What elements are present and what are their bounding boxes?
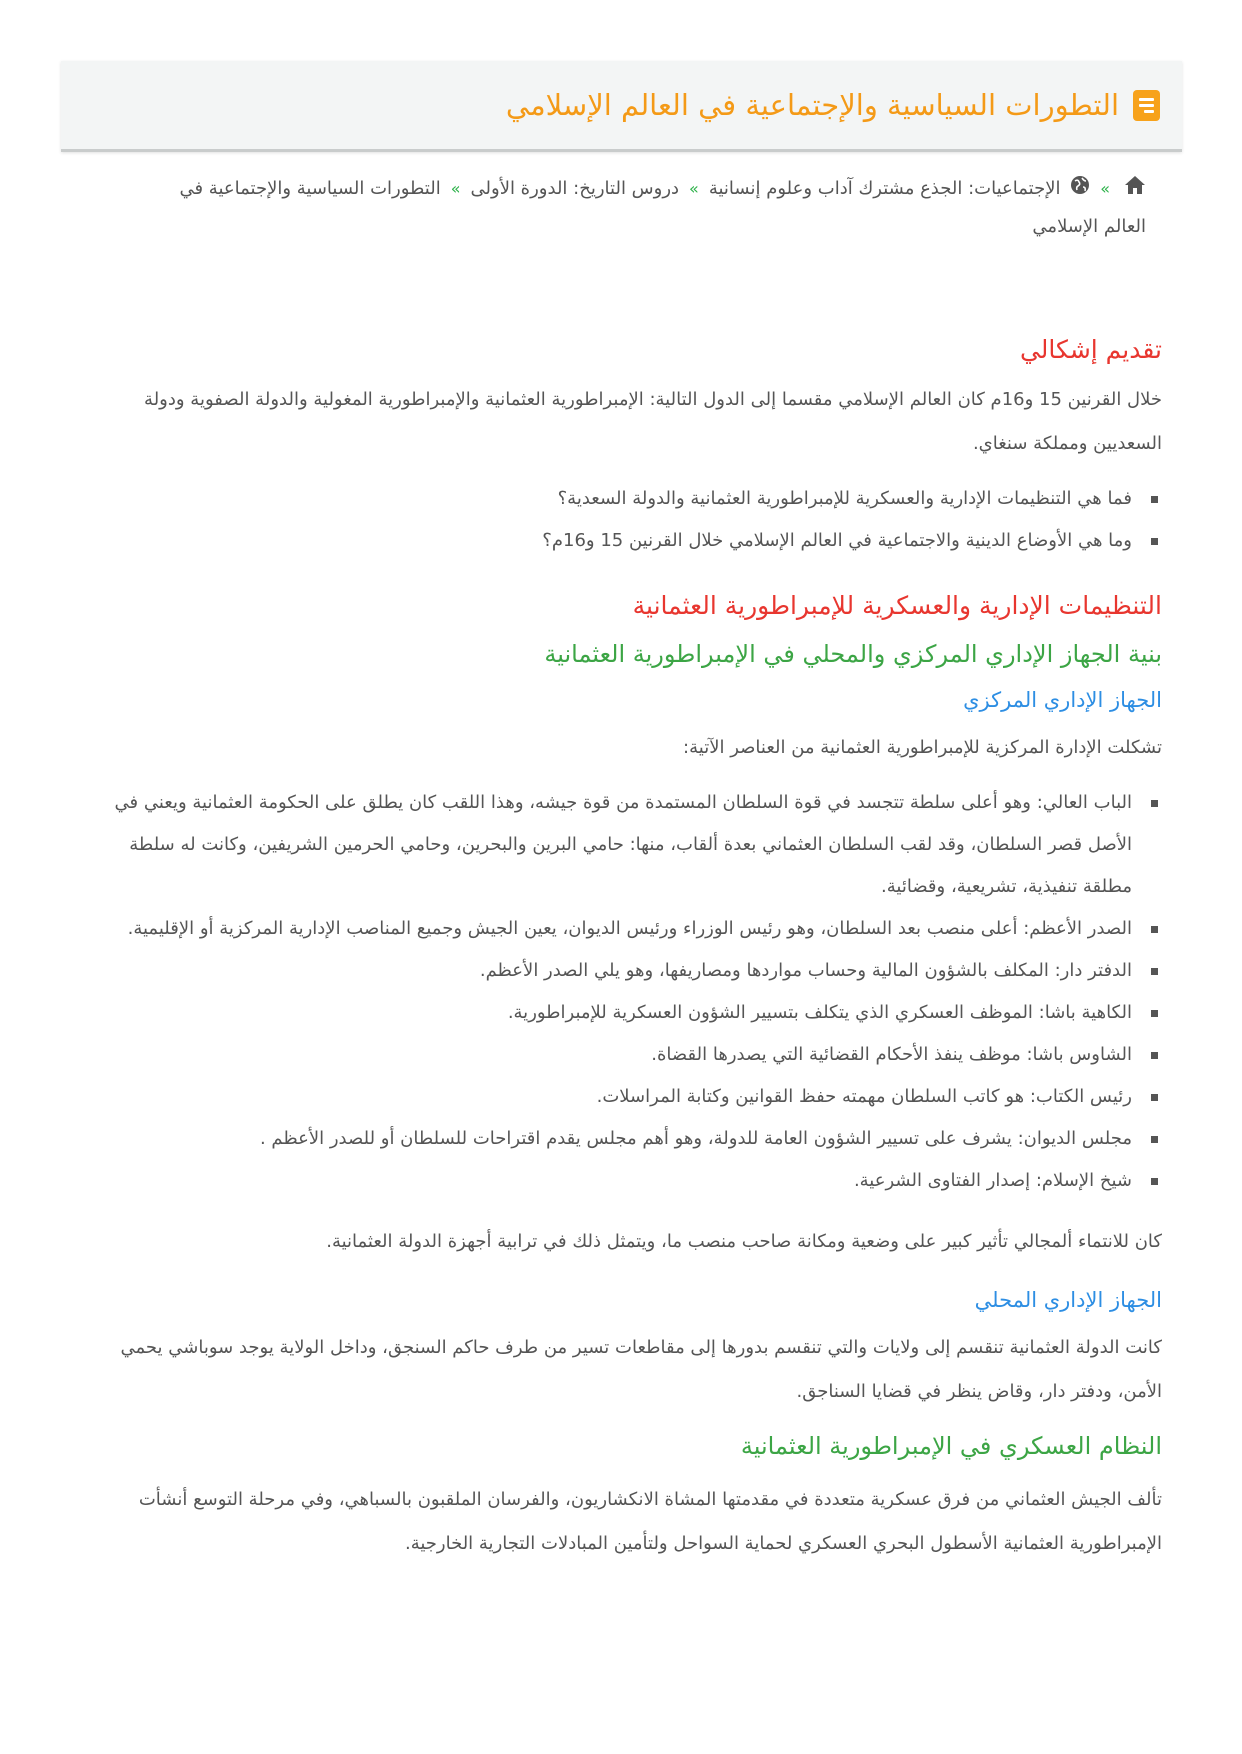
central-admin-heading: الجهاز الإداري المركزي [963,688,1162,712]
list-item: الباب العالي: وهو أعلى سلطة تتجسد في قوة السلطان المستمدة من قوة جيشه، وهذا اللقب كان يطلق على الحكومة العثمانية ويعني في الأصل قصر السلطان، وقد لقب السلطان العثماني بعدة ألقاب، منها: حامي البرين والبحرين، وحامي الحرمين الشريفين، وكانت له سلطة مطلقة تنفيذية، تشريعية، وقضائية. [77,782,1162,908]
section-heading-administrative-military: التنظيمات الإدارية والعسكرية للإمبراطورية العثمانية [632,591,1162,620]
breadcrumb-separator: » [1100,179,1110,198]
breadcrumb [146,170,1146,245]
page-title: التطورات السياسية والإجتماعية في العالم الإسلامي [505,87,1119,122]
list-item: الشاوس باشا: موظف ينفذ الأحكام القضائية التي يصدرها القضاة. [77,1034,1162,1076]
breadcrumb-separator: » [689,179,699,198]
list-item: رئيس الكتاب: هو كاتب السلطان مهمته حفظ القوانين وكتابة المراسلات. [77,1076,1162,1118]
central-admin-lead: تشكلت الإدارة المركزية للإمبراطورية العثمانية من العناصر الآتية: [683,737,1162,758]
list-item: الكاهية باشا: الموظف العسكري الذي يتكلف بتسيير الشؤون العسكرية للإمبراطورية. [77,992,1162,1034]
list-item: فما هي التنظيمات الإدارية والعسكرية للإمبراطورية العثمانية والدولة السعدية؟ [77,478,1162,520]
central-admin-list [77,782,1162,1202]
list-item: الصدر الأعظم: أعلى منصب بعد السلطان، وهو رئيس الوزراء ورئيس الديوان، يعين الجيش وجميع المناصب الإدارية المركزية أو الإقليمية. [77,908,1162,950]
local-admin-heading: الجهاز الإداري المحلي [974,1288,1162,1312]
breadcrumb-item-current: التطورات السياسية والإجتماعية في العالم الإسلامي [179,178,1146,237]
list-item: شيخ الإسلام: إصدار الفتاوى الشرعية. [77,1160,1162,1202]
article-content [77,330,1162,1566]
list-item: مجلس الديوان: يشرف على تسيير الشؤون العامة للدولة، وهو أهم مجلس يقدم اقتراحات للسلطان أو للصدر الأعظم . [77,1118,1162,1160]
breadcrumb-item-social-studies[interactable]: الإجتماعيات: الجذع مشترك آداب وعلوم إنسانية [708,178,1061,199]
home-icon[interactable] [1124,171,1146,208]
breadcrumb-separator: » [450,179,461,198]
page-title-card [61,61,1182,152]
globe-icon [1070,171,1090,208]
intro-questions-list [77,478,1162,562]
central-admin-closing: كان للانتماء ألمجالي تأثير كبير على وضعية ومكانة صاحب منصب ما، ويتمثل ذلك في ترابية أجهزة الدولة العثمانية. [326,1231,1162,1252]
military-system-heading: النظام العسكري في الإمبراطورية العثمانية [740,1432,1162,1460]
list-item: وما هي الأوضاع الدينية والاجتماعية في العالم الإسلامي خلال القرنين 15 و16م؟ [77,520,1162,562]
intro-heading: تقديم إشكالي [1019,335,1162,364]
local-admin-paragraph: كانت الدولة العثمانية تنقسم إلى ولايات والتي تنقسم بدورها إلى مقاطعات تسير من طرف حاكم السنجق، وداخل الولاية يوجد سوباشي يحمي الأمن، ودفتر دار، وقاض ينظر في قضايا السناجق. [120,1337,1162,1402]
breadcrumb-item-history-lessons[interactable]: دروس التاريخ: الدورة الأولى [470,178,680,199]
subsection-heading-admin-structure: بنية الجهاز الإداري المركزي والمحلي في الإمبراطورية العثمانية [544,640,1162,668]
intro-paragraph: خلال القرنين 15 و16م كان العالم الإسلامي مقسما إلى الدول التالية: الإمبراطورية العثمانية والإمبراطورية المغولية والدولة الصفوية ودولة السعديين ومملكة سنغاي. [144,389,1162,454]
list-item: الدفتر دار: المكلف بالشؤون المالية وحساب مواردها ومصاريفها، وهو يلي الصدر الأعظم. [77,950,1162,992]
document-icon [1133,90,1160,121]
military-system-paragraph: تألف الجيش العثماني من فرق عسكرية متعددة في مقدمتها المشاة الانكشاريون، والفرسان الملقبون بالسباهي، وفي مرحلة التوسع أنشأت الإمبراطورية العثمانية الأسطول البحري العسكري لحماية السواحل ولتأمين المبادلات التجارية الخارجية. [138,1489,1162,1554]
